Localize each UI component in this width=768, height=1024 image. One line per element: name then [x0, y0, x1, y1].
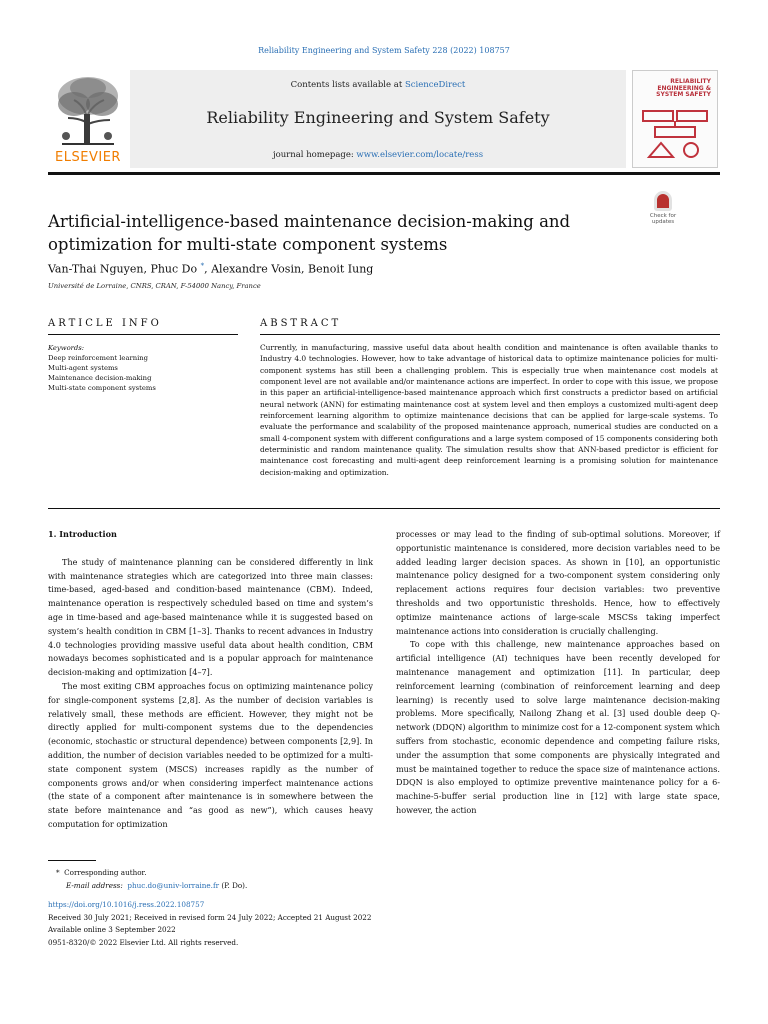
footnote-mark: * [56, 868, 60, 877]
abstract-bottom-rule [48, 508, 720, 509]
body-paragraph: processes or may lead to the finding of sub-optimal solutions. Moreover, if opportunistic maintenance is considered, more decision variables need to be added leading larger decision spaces. As shown in [10], an opportunistic maintenance policy designed for a two-component system considering only replacement actions requires four decision variables: two preventive thresholds and two opportunistic thresholds. Hence, how to effectively optimize maintenance actions of large-scale MSCSs taking imperfect maintenance actions into consideration is crucially challenging. [396, 529, 720, 636]
elsevier-logo[interactable] [48, 70, 128, 168]
author-list [48, 262, 373, 276]
footnote [56, 866, 386, 892]
cover-title: RELIABILITY ENGINEERING & SYSTEM SAFETY [656, 78, 711, 98]
article-meta [48, 899, 720, 949]
journal-masthead [48, 70, 720, 174]
section-heading-introduction: 1. Introduction [48, 529, 117, 539]
homepage-prefix: journal homepage: [272, 150, 357, 160]
keyword: Maintenance decision-making [48, 374, 152, 382]
elsevier-tree-icon [52, 74, 124, 146]
abstract-rule [260, 334, 720, 335]
sciencedirect-link[interactable]: ScienceDirect [404, 80, 466, 90]
body-paragraph: To cope with this challenge, new maintenance approaches based on artificial intelligence (AI) techniques have been recently developed for maintenance management and optimization [11]. In particular, deep reinforcement learning (combination of reinforcement learning and deep learning) is recently used to solve large maintenance decision-making problems. More specifically, Nailong Zhang et al. [3] used double deep Q-network (DDQN) algorithm to minimize cost for a 12-component system which suffers from stochastic, economic dependence and competing failure risks, under the assumption that some components are physically integrated and must be maintained together to reduce the space size of maintenance actions. DDQN is also employed to optimize preventive maintenance policy for a 6-machine-5-buffer serial production line in [12] with large state space, however, the action [396, 639, 720, 815]
footnote-corresponding-text: Corresponding author. [64, 868, 147, 877]
keyword: Multi-state component systems [48, 384, 156, 392]
footnote-corresponding [56, 866, 386, 879]
affiliation: Université de Lorraine, CNRS, CRAN, F-54000 Nancy, France [48, 282, 261, 290]
doi-link[interactable]: https://doi.org/10.1016/j.ress.2022.108757 [48, 900, 205, 909]
footnote-email-line [56, 879, 386, 892]
crossmark-label: Check for updates [649, 213, 677, 225]
footnote-rule [48, 860, 96, 861]
received-dates: Received 30 July 2021; Received in revised form 24 July 2022; Accepted 21 August 2022 [48, 912, 372, 922]
abstract-text: Currently, in manufacturing, massive useful data about health condition and maintenance is often available thanks to Industry 4.0 technologies. However, how to take advantage of historical data to optimize maintenance policies for multi-component systems has still been a challenging problem. This is especially true when maintenance cost models at component level are not available and/or maintenance actions are imperfect. In order to cope with this issue, we propose in this paper an artificial-intelligence-based maintenance approach which first constructs a predictor based on artificial neural network (ANN) for estimating maintenance cost at system level and then employs a customized multi-agent deep reinforcement learning algorithm to optimize maintenance decisions that can be applied for large-scale systems. To evaluate the performance and scalability of the proposed maintenance approach, numerical studies are conducted on a small 4-component system with different configurations and a large system composed of 15 components considering both deterministic and random maintenance quality. The simulation results show that ANN-based predictor is efficient for maintenance cost forecasting and multi-agent deep reinforcement learning is a promising solution for maintenance decision-making and optimization. [260, 343, 718, 477]
keyword: Multi-agent systems [48, 364, 118, 372]
keywords-block [48, 343, 238, 393]
copyright: 0951-8320/© 2022 Elsevier Ltd. All rights reserved. [48, 937, 239, 947]
masthead-banner [130, 70, 626, 168]
homepage-link[interactable]: www.elsevier.com/locate/ress [356, 150, 484, 160]
journal-cover-thumbnail[interactable] [632, 70, 718, 168]
elsevier-wordmark: ELSEVIER [55, 150, 121, 165]
email-link[interactable]: phuc.do@univ-lorraine.fr [127, 881, 220, 890]
contents-prefix: Contents lists available at [290, 80, 405, 90]
body-column-right [396, 528, 720, 818]
crossmark-icon [654, 191, 672, 211]
cover-diagram-icon [639, 107, 711, 163]
abstract-heading: ABSTRACT [260, 318, 342, 329]
article-info-rule [48, 334, 238, 335]
body-column-left [48, 528, 373, 832]
authors-rest: , Alexandre Vosin, Benoit Iung [204, 262, 374, 276]
email-label: E-mail address: [66, 881, 123, 890]
body-paragraph: The most exiting CBM approaches focus on optimizing maintenance policy for single-component systems [2,8]. As the number of decision variables is relatively small, these methods are efficient. However, they might not be directly applied for multi-component systems due to the dependencies (economic, stochastic or structural dependence) between components [2,9]. In addition, the number of decision variables needed to be optimized for a multi-state component system (MSCS) increases rapidly as the number of components grows and/or when considering imperfect maintenance actions (the state of a component after maintenance is in somewhere between the state before maintenance and “as good as new”), which causes heavy computation for optimization [48, 680, 373, 829]
keywords-label: Keywords: [48, 344, 85, 352]
article-title: Artificial-intelligence-based maintenance decision-making and optimization for multi-state component systems [48, 212, 571, 254]
homepage-line [130, 150, 626, 160]
contents-line [130, 80, 626, 90]
article-info-heading: ARTICLE INFO [48, 318, 162, 329]
online-date: Available online 3 September 2022 [48, 925, 176, 935]
corresponding-author-mark[interactable]: * [200, 262, 205, 270]
masthead-rule [48, 172, 720, 175]
keyword: Deep reinforcement learning [48, 354, 149, 362]
check-for-updates-button[interactable] [646, 191, 680, 229]
authors-first: Van-Thai Nguyen, Phuc Do [48, 262, 201, 276]
journal-title[interactable]: Reliability Engineering and System Safety [206, 108, 550, 127]
email-suffix: (P. Do). [221, 881, 248, 890]
running-head[interactable]: Reliability Engineering and System Safety 228 (2022) 108757 [258, 46, 510, 55]
body-paragraph: The study of maintenance planning can be considered differently in link with maintenance strategies which are categorized into three main classes: time-based, aged-based and condition-based maintenance (CBM). Indeed, maintenance operation is respectively scheduled based on time and system’s age in time-based and age-based maintenance while it is suggested based on system’s health condition in CBM [1–3]. Thanks to recent advances in Industry 4.0 technologies providing massive useful data about health condition, CBM nowadays becomes sophisticated and is a popular approach for maintenance decision-making and optimization [4–7]. [48, 556, 373, 678]
